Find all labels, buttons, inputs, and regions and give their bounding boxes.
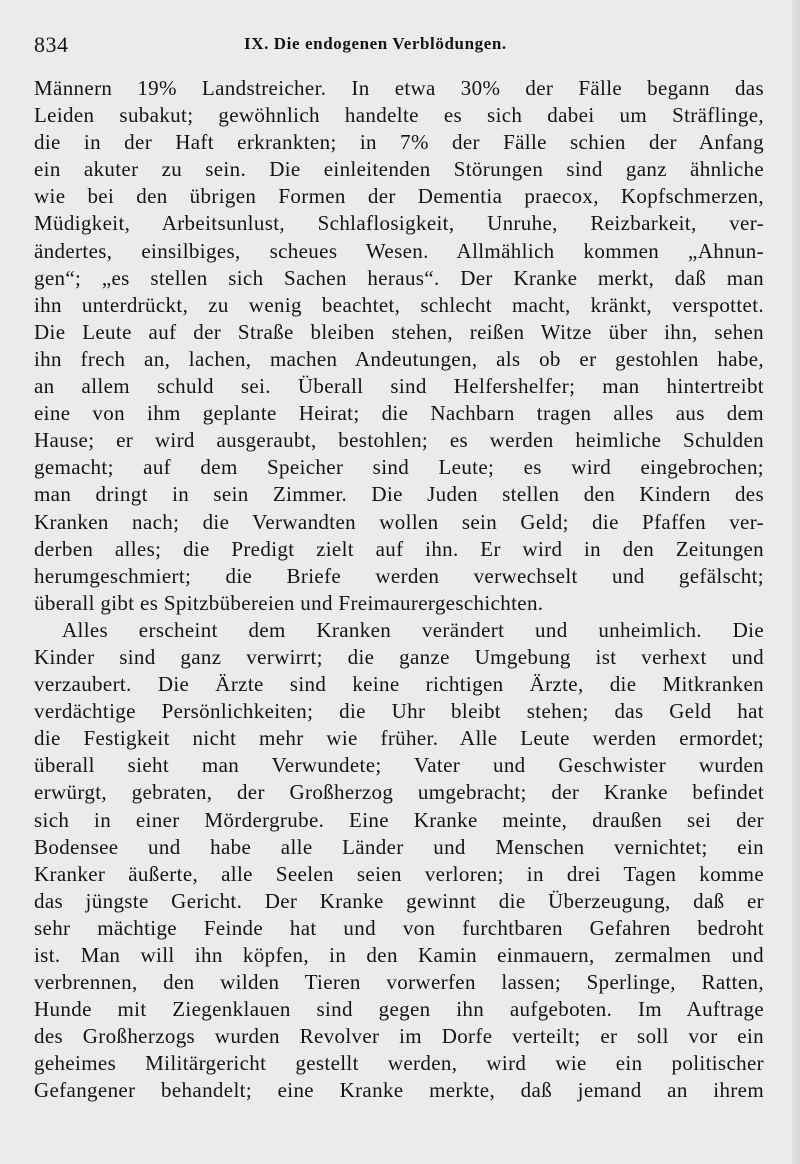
text-line: geheimes Militärgericht gestellt werden, wird wie ein politischer bbox=[34, 1051, 764, 1076]
text-line: an allem schuld sei. Überall sind Helfershelfer; man hintertreibt bbox=[34, 374, 764, 399]
text-line: die in der Haft erkrankten; in 7% der Fälle schien der Anfang bbox=[34, 130, 764, 155]
text-line: wie bei den übrigen Formen der Dementia praecox, Kopfschmerzen, bbox=[34, 184, 764, 209]
text-line: derben alles; die Predigt zielt auf ihn. Er wird in den Zeitungen bbox=[34, 536, 764, 561]
text-line: überall gibt es Spitzbübereien und Freimaurergeschichten. bbox=[34, 590, 544, 615]
text-line: ihn unterdrückt, zu wenig beachtet, schlecht macht, kränkt, verspottet. bbox=[34, 292, 764, 317]
text-line: Die Leute auf der Straße bleiben stehen, reißen Witze über ihn, sehen bbox=[34, 319, 764, 344]
text-line: das jüngste Gericht. Der Kranke gewinnt die Überzeugung, daß er bbox=[34, 888, 764, 913]
text-line: Gefangener behandelt; eine Kranke merkte, daß jemand an ihrem bbox=[34, 1078, 764, 1103]
text-line: man dringt in sein Zimmer. Die Juden stellen den Kindern des bbox=[34, 482, 764, 507]
text-line: sehr mächtige Feinde hat und von furchtbaren Gefahren bedroht bbox=[34, 915, 764, 940]
text-line: verzaubert. Die Ärzte sind keine richtigen Ärzte, die Mitkranken bbox=[34, 672, 764, 697]
text-line: Kinder sind ganz verwirrt; die ganze Umgebung ist verhext und bbox=[34, 644, 764, 669]
text-line: verdächtige Persönlichkeiten; die Uhr bleibt stehen; das Geld hat bbox=[34, 699, 764, 724]
page-edge bbox=[792, 0, 800, 1164]
text-line: verbrennen, den wilden Tieren vorwerfen lassen; Sperlinge, Ratten, bbox=[34, 970, 764, 995]
text-line: überall sieht man Verwundete; Vater und Geschwister wurden bbox=[34, 753, 764, 778]
paragraph-2 bbox=[34, 617, 764, 1105]
body-text bbox=[34, 75, 764, 1105]
text-line: des Großherzogs wurden Revolver im Dorfe verteilt; er soll vor ein bbox=[34, 1024, 764, 1049]
running-head: IX. Die endogenen Verblödungen. bbox=[244, 34, 507, 53]
text-line: herumgeschmiert; die Briefe werden verwechselt und gefälscht; bbox=[34, 563, 764, 588]
text-line: die Festigkeit nicht mehr wie früher. Alle Leute werden ermordet; bbox=[34, 726, 764, 751]
text-line: Männern 19% Landstreicher. In etwa 30% der Fälle begann das bbox=[34, 76, 764, 100]
text-line: Leiden subakut; gewöhnlich handelte es sich dabei um Sträflinge, bbox=[34, 103, 764, 128]
text-line: eine von ihm geplante Heirat; die Nachbarn tragen alles aus dem bbox=[34, 401, 764, 426]
text-line: Hause; er wird ausgeraubt, bestohlen; es werden heimliche Schulden bbox=[34, 428, 764, 453]
page-header bbox=[34, 32, 764, 60]
text-line: ist. Man will ihn köpfen, in den Kamin einmauern, zermalmen und bbox=[34, 943, 764, 967]
text-line: Kranker äußerte, alle Seelen seien verloren; in drei Tagen komme bbox=[34, 861, 764, 886]
paragraph-1 bbox=[34, 75, 764, 617]
text-line: gemacht; auf dem Speicher sind Leute; es wird eingebrochen; bbox=[34, 455, 764, 480]
text-line: Hunde mit Ziegenklauen sind gegen ihn aufgeboten. Im Auftrage bbox=[34, 997, 764, 1022]
text-line: ein akuter zu sein. Die einleitenden Störungen sind ganz ähnliche bbox=[34, 157, 764, 182]
text-line: Bodensee und habe alle Länder und Menschen vernichtet; ein bbox=[34, 834, 764, 859]
text-line: Müdigkeit, Arbeitsunlust, Schlaflosigkeit, Unruhe, Reizbarkeit, ver- bbox=[34, 211, 764, 236]
text-line: ändertes, einsilbiges, scheues Wesen. Allmählich kommen „Ahnun- bbox=[34, 238, 764, 263]
text-line: Kranken nach; die Verwandten wollen sein Geld; die Pfaffen ver- bbox=[34, 509, 764, 534]
page-number: 834 bbox=[34, 32, 69, 57]
text-line: sich in einer Mördergrube. Eine Kranke meinte, draußen sei der bbox=[34, 807, 764, 832]
text-line: Alles erscheint dem Kranken verändert und unheimlich. Die bbox=[62, 617, 764, 642]
text-line: erwürgt, gebraten, der Großherzog umgebracht; der Kranke befindet bbox=[34, 780, 764, 805]
text-line: ihn frech an, lachen, machen Andeutungen, als ob er gestohlen habe, bbox=[34, 346, 764, 371]
text-line: gen“; „es stellen sich Sachen heraus“. Der Kranke merkt, daß man bbox=[34, 265, 764, 290]
